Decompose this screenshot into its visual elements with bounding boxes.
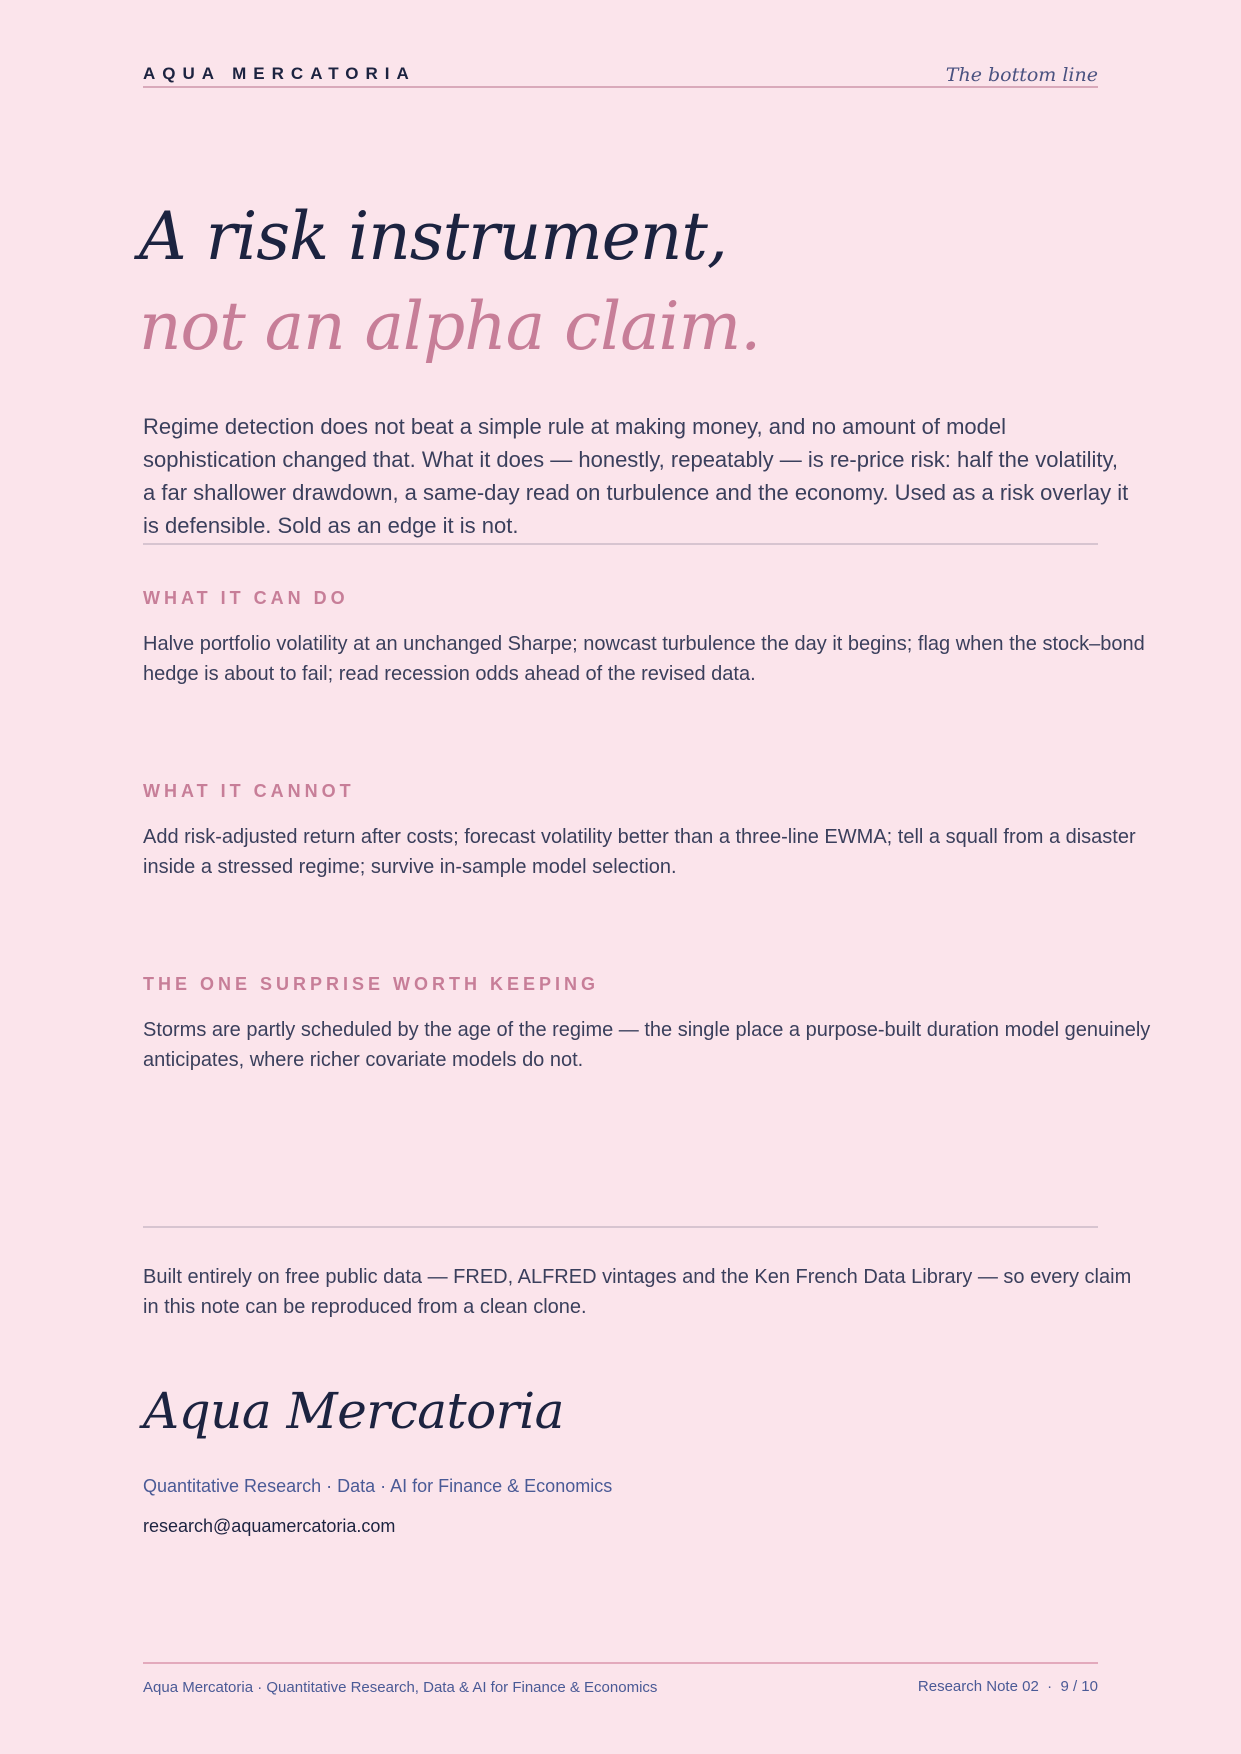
- divider: [143, 1226, 1098, 1228]
- can-do-block: [143, 588, 1153, 689]
- tagline: Quantitative Research · Data · AI for Finance & Economics: [143, 1476, 613, 1496]
- footer-page-number: Research Note 02 · 9 / 10: [917, 1678, 1098, 1695]
- lead-paragraph: Regime detection does not beat a simple rule at making money, and no amount of model sophistication changed that. What it does — honestly, repeatably — is re-price risk: half the volatility, a far shallower drawdown, a same-day read on turbulence and the economy. Used as a risk overlay it is defensible. Sold as an edge it is not.: [143, 414, 1129, 538]
- surprise-block: [143, 974, 1153, 1075]
- section-title: The bottom line: [945, 64, 1098, 86]
- divider: [143, 543, 1098, 545]
- block-label: WHAT IT CAN DO: [143, 588, 349, 608]
- document-page: [139, 0, 1151, 1754]
- block-label: THE ONE SURPRISE WORTH KEEPING: [143, 974, 600, 994]
- block-text: Halve portfolio volatility at an unchanged Sharpe; nowcast turbulence the day it begins; flag when the stock–bond hedge is about to fail; read recession odds ahead of the revised data.: [143, 633, 1145, 685]
- title-line-2: not an alpha claim.: [139, 288, 761, 365]
- brand-wordmark: AQUA MERCATORIA: [143, 64, 416, 83]
- header-bar: [143, 62, 1098, 88]
- data-note: Built entirely on free public data — FRED, ALFRED vintages and the Ken French Data Library — so every claim in this note can be reproduced from a clean clone.: [143, 1266, 1132, 1318]
- footer-left: Aqua Mercatoria · Quantitative Research, Data & AI for Finance & Economics: [143, 1679, 658, 1696]
- footer-divider: [143, 1662, 1098, 1664]
- block-label: WHAT IT CANNOT: [143, 781, 355, 801]
- title-line-1: A risk instrument,: [139, 198, 727, 275]
- signature-wordmark: Aqua Mercatoria: [143, 1382, 564, 1440]
- email-link[interactable]: research@aquamercatoria.com: [143, 1516, 396, 1536]
- cannot-block: [143, 781, 1153, 882]
- block-text: Add risk-adjusted return after costs; forecast volatility better than a three-line EWMA; tell a squall from a disaster inside a stressed regime; survive in-sample model selection.: [143, 826, 1136, 878]
- block-text: Storms are partly scheduled by the age of the regime — the single place a purpose-built duration model genuinely anticipates, where richer covariate models do not.: [143, 1019, 1151, 1071]
